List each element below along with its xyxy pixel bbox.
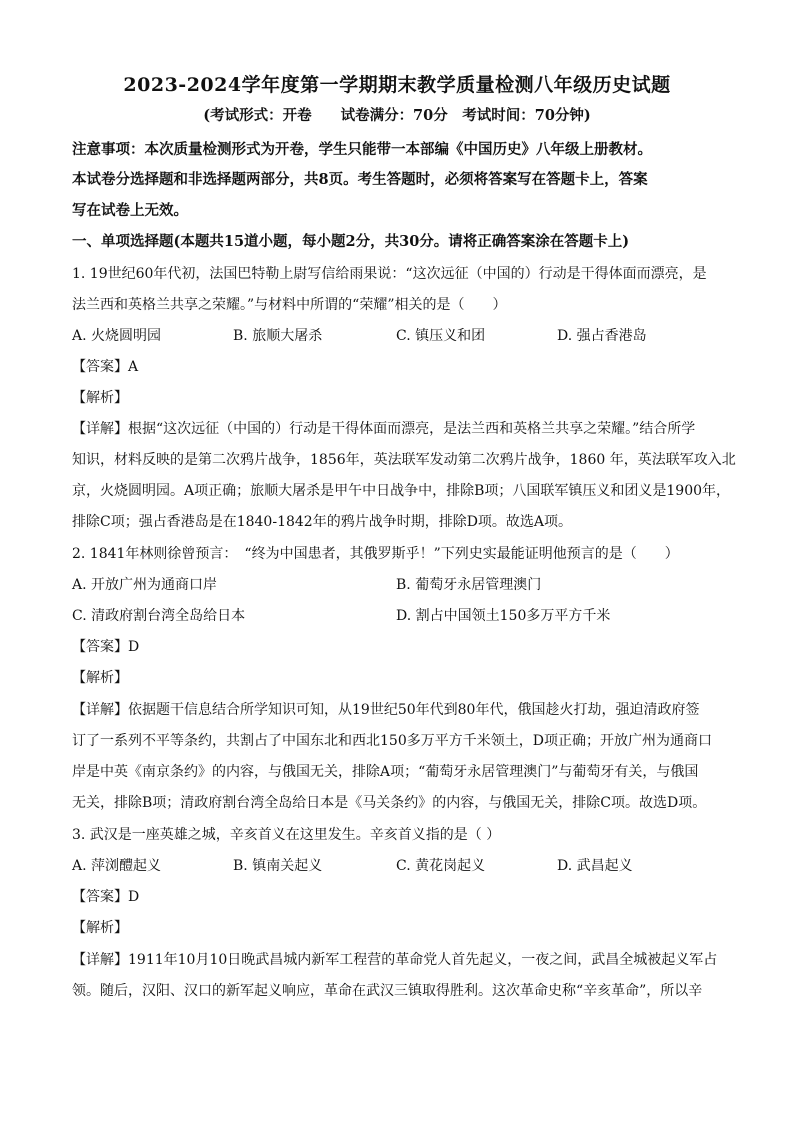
exam-subtitle: (考试形式：开卷 试卷满分：70分 考试时间：70分钟): [203, 107, 591, 124]
question-2-detail: 【详解】依据题干信息结合所学知识可知，从19世纪50年代到80年代，俄国趁火打劫，强迫清政府签: [72, 702, 700, 718]
question-2-detail: 无关，排除B项；清政府割台湾全岛给日本是《马关条约》的内容，与俄国无关，排除C项。故选D项。: [72, 795, 707, 811]
question-2-option-b: B. 葡萄牙永居管理澳门: [396, 577, 542, 593]
question-2-stem: 2. 1841年林则徐曾预言： “终为中国患者，其俄罗斯乎！”下列史实最能证明他预言的是（ ）: [72, 546, 679, 562]
question-2-detail: 订了一系列不平等条约，共割占了中国东北和西北150多万平方千米领土，D项正确；开放广州为通商口: [72, 733, 712, 749]
question-2-option-a: A. 开放广州为通商口岸: [72, 577, 218, 593]
section-heading: 一、单项选择题(本题共15道小题，每小题2分，共30分。请将正确答案涂在答题卡上): [72, 233, 630, 250]
question-1-detail: 排除C项；强占香港岛是在1840-1842年的鸦片战争时期，排除D项。故选A项。: [72, 514, 573, 530]
question-2-option-d: D. 割占中国领土150多万平方千米: [396, 608, 611, 624]
question-3-detail: 领。随后，汉阳、汉口的新军起义响应，革命在武汉三镇取得胜利。这次革命史称“辛亥革命”，所以辛: [72, 983, 703, 999]
question-3-option-d: D. 武昌起义: [557, 858, 633, 874]
question-1-option-a: A. 火烧圆明园: [72, 328, 162, 344]
question-1-option-c: C. 镇压义和团: [396, 328, 486, 344]
exam-title: 2023-2024学年度第一学期期末教学质量检测八年级历史试题: [123, 74, 671, 96]
question-2-analysis: 【解析】: [72, 670, 128, 686]
question-1-analysis: 【解析】: [72, 390, 128, 406]
question-3-stem: 3. 武汉是一座英雄之城，辛亥首义在这里发生。辛亥首义指的是（ ）: [72, 827, 501, 843]
question-1-detail: 知识，材料反映的是第二次鸦片战争，1856年，英法联军发动第二次鸦片战争，1860 年，英法联军攻入北: [72, 452, 736, 468]
question-1-detail: 京，火烧圆明园。A项正确；旅顺大屠杀是甲午中日战争中，排除B项；八国联军镇压义和团义是1900年，: [72, 483, 731, 499]
question-1-stem: 法兰西和英格兰共享之荣耀。”与材料中所谓的“荣耀”相关的是（ ）: [72, 297, 507, 313]
question-3-answer: 【答案】D: [72, 889, 140, 905]
question-2-detail: 岸是中英《南京条约》的内容，与俄国无关，排除A项；“葡萄牙永居管理澳门”与葡萄牙有关，与俄国: [72, 764, 699, 780]
notice-line: 本试卷分选择题和非选择题两部分，共8页。考生答题时，必须将答案写在答题卡上，答案: [72, 171, 648, 188]
question-1-answer: 【答案】A: [72, 359, 139, 375]
question-3-option-a: A. 萍浏醴起义: [72, 858, 162, 874]
question-1-detail: 【详解】根据“这次远征（中国的）行动是干得体面而漂亮，是法兰西和英格兰共享之荣耀。”结合所学: [72, 421, 696, 437]
question-3-option-b: B. 镇南关起义: [233, 858, 323, 874]
notice-line: 注意事项：本次质量检测形式为开卷，学生只能带一本部编《中国历史》八年级上册教材。: [72, 141, 652, 158]
question-3-analysis: 【解析】: [72, 920, 128, 936]
question-2-answer: 【答案】D: [72, 639, 140, 655]
question-1-stem: 1. 19世纪60年代初，法国巴特勒上尉写信给雨果说：“这次远征（中国的）行动是干得体面而漂亮，是: [72, 266, 707, 282]
question-2-option-c: C. 清政府割台湾全岛给日本: [72, 608, 246, 624]
question-1-option-d: D. 强占香港岛: [557, 328, 647, 344]
question-1-option-b: B. 旅顺大屠杀: [233, 328, 323, 344]
notice-line: 写在试卷上无效。: [72, 202, 188, 219]
question-3-option-c: C. 黄花岗起义: [396, 858, 486, 874]
question-3-detail: 【详解】1911年10月10日晚武昌城内新军工程营的革命党人首先起义，一夜之间，武昌全城被起义军占: [72, 952, 718, 968]
